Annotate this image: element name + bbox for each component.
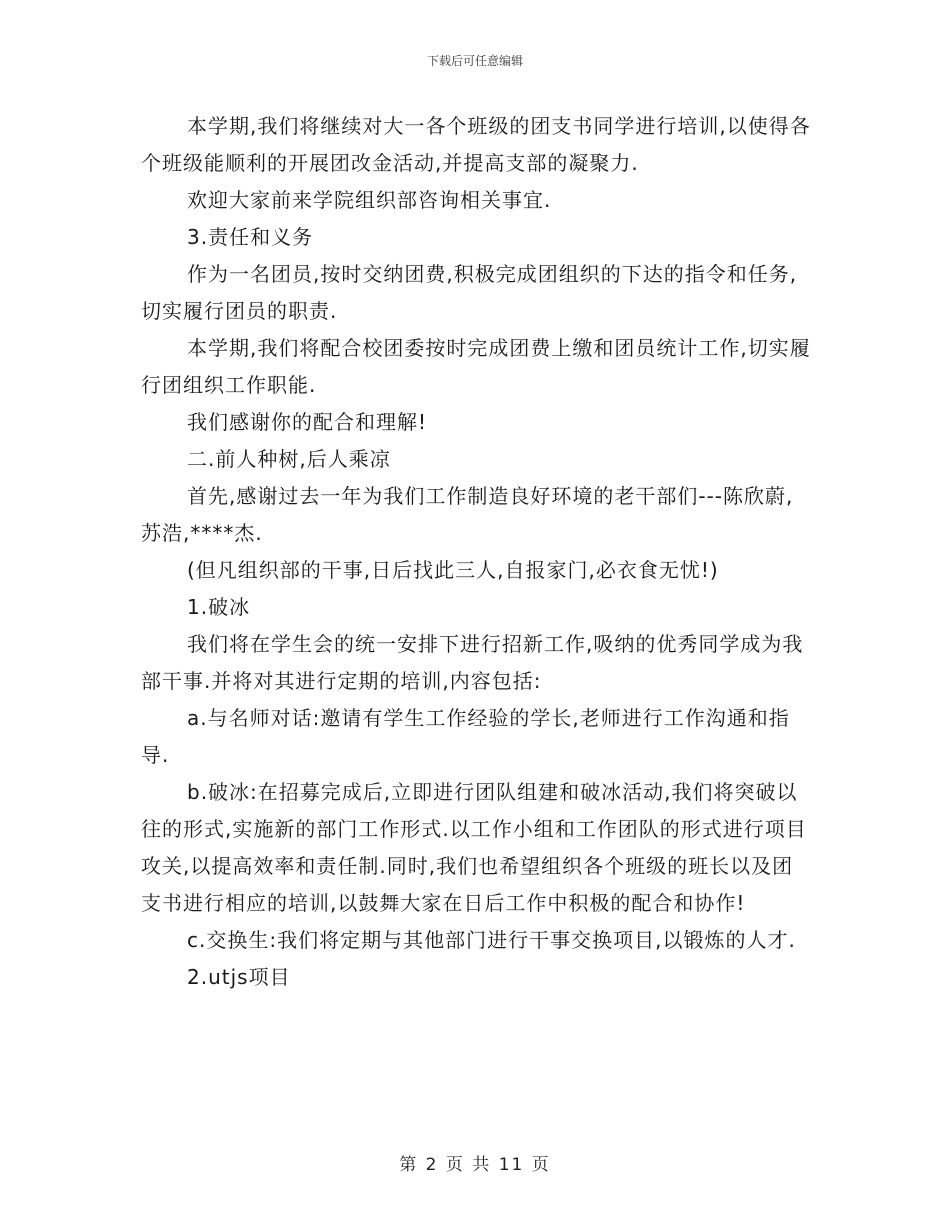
section-heading-responsibility: 3.责任和义务 — [187, 225, 314, 249]
paragraph-gratitude: 首先,感谢过去一年为我们工作制造良好环境的老干部们---陈欣蔚,苏浩,****杰. — [141, 484, 794, 545]
paragraph-aside: (但凡组织部的干事,日后找此三人,自报家门,必衣食无忧!) — [187, 558, 719, 582]
list-item-icebreak: b.破冰:在招募完成后,立即进行团队组建和破冰活动,我们将突破以往的形式,实施新的部门工作形式.以工作小组和工作团队的形式进行项目攻关,以提高效率和责任制.同时,我们也希望组织各个班级的班长以及团支书进行相应的培训,以鼓舞大家在日后工作中积极的配合和协作! — [141, 780, 807, 915]
list-item-exchange: c.交换生:我们将定期与其他部门进行干事交换项目,以锻炼的人才. — [187, 928, 796, 952]
page-header-note: 下载后可任意编辑 — [426, 54, 523, 68]
document-body — [141, 108, 811, 996]
page-number: 第 2 页 共 11 页 — [399, 1155, 551, 1175]
paragraph-thanks: 我们感谢你的配合和理解! — [187, 410, 428, 434]
section-heading-icebreak: 1.破冰 — [187, 595, 251, 619]
paragraph-recruitment: 我们将在学生会的统一安排下进行招新工作,吸纳的优秀同学成为我部干事.并将对其进行定期的培训,内容包括: — [141, 632, 804, 693]
paragraph-training-plan: 本学期,我们将继续对大一各个班级的团支书同学进行培训,以使得各个班级能顺利的开展团改金活动,并提高支部的凝聚力. — [141, 114, 811, 175]
paragraph-member-duty: 作为一名团员,按时交纳团费,积极完成团组织的下达的指令和任务,切实履行团员的职责. — [141, 262, 798, 323]
section-heading-predecessors: 二.前人种树,后人乘凉 — [187, 447, 391, 471]
section-heading-utjs: 2.utjs项目 — [187, 965, 291, 989]
list-item-mentor-dialogue: a.与名师对话:邀请有学生工作经验的学长,老师进行工作沟通和指导. — [141, 706, 790, 767]
paragraph-welcome: 欢迎大家前来学院组织部咨询相关事宜. — [187, 188, 552, 212]
paragraph-fee-collection: 本学期,我们将配合校团委按时完成团费上缴和团员统计工作,切实履行团组织工作职能. — [141, 336, 811, 397]
